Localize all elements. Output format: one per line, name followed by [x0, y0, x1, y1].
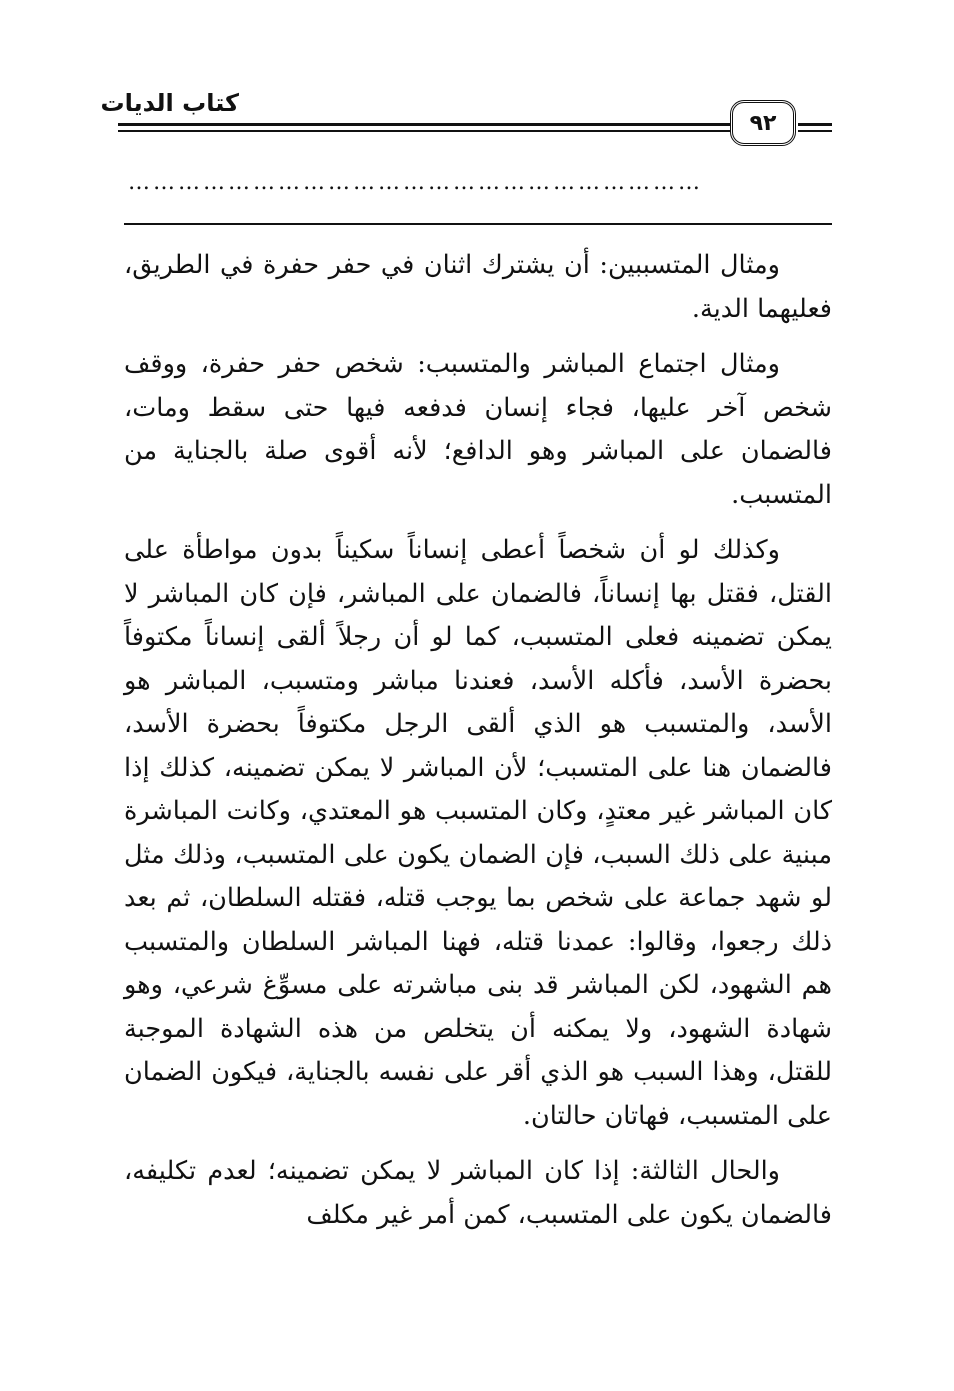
page-number: ٩٢	[730, 100, 796, 146]
header-rule-thin	[798, 130, 832, 132]
header-rule-left	[118, 123, 730, 133]
paragraph: ومثال المتسببين: أن يشترك اثنان في حفر حفرة في الطريق، فعليهما الدية.	[124, 250, 832, 324]
paragraph: ومثال اجتماع المباشر والمتسبب: شخص حفر حفرة، ووقف شخص آخر عليها، فجاء إنسان فدفعه فيها حتى سقط ومات، فالضمان على المباشر وهو الدافع؛ لأنه أقوى صلة بالجناية من المتسبب.	[124, 349, 832, 510]
header-rule-right	[798, 123, 832, 133]
header-rule-thin	[118, 130, 730, 132]
paragraph: وكذلك لو أن شخصاً أعطى إنساناً سكيناً بدون مواطأة على القتل، فقتل بها إنساناً، فالضمان على المباشر، فإن كان المباشر لا يمكن تضمينه فعلى المتسبب، كما لو أن رجلاً ألقى إنساناً مكتوفاً بحضرة الأسد، فأكله الأسد، فعندنا مباشر ومتسبب، المباشر هو الأسد، والمتسبب هو الذي ألقى الرجل مكتوفاً بحضرة الأسد، فالضمان هنا على المتسبب؛ لأن المباشر لا يمكن تضمينه، كذلك إذا كان المباشر غير معتدٍ، وكان المتسبب هو المعتدي، وكانت المباشرة مبنية على ذلك السبب، فإن الضمان يكون على المتسبب، وذلك مثل لو شهد جماعة على شخص بما يوجب قتله، فقتله السلطان، ثم بعد ذلك رجعوا، وقالوا: عمدنا قتله، فهنا المباشر السلطان والمتسبب هم الشهود، لكن المباشر قد بنى مباشرته على مسوِّغ شرعي، وهو شهادة الشهود، ولا يمكنه أن يتخلص من هذه الشهادة الموجبة للقتل، وهذا السبب هو الذي أقر على نفسه بالجناية، فيكون الضمان على المتسبب، فهاتان حالتان.	[124, 535, 832, 1131]
header-rule-thick	[798, 123, 832, 126]
paragraph: والحال الثالثة: إذا كان المباشر لا يمكن تضمينه؛ لعدم تكليفه، فالضمان يكون على المتسبب، كمن أمر غير مكلف	[124, 1156, 832, 1230]
book-title: كتاب الديات	[100, 89, 239, 117]
header-separator	[124, 223, 832, 225]
dotted-line: ……………………………………………………………	[128, 170, 703, 195]
body-text	[124, 244, 832, 1237]
header-rule-thick	[118, 123, 730, 126]
